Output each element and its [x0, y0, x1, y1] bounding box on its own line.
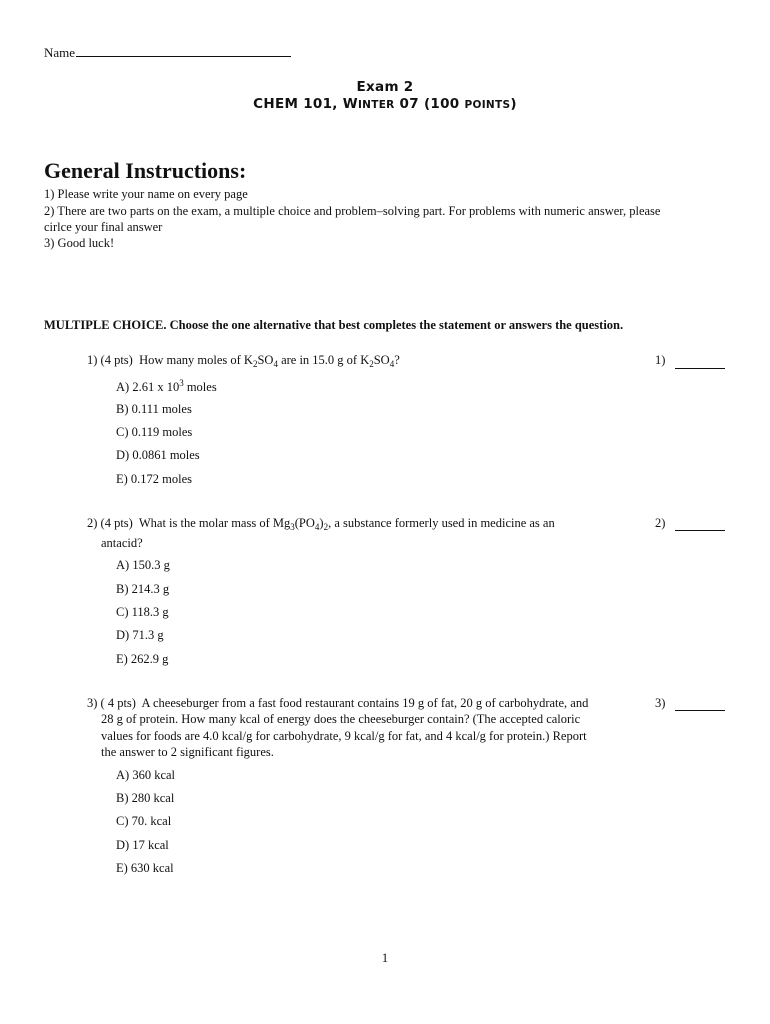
choice-1a[interactable]: A) 2.61 x $10^3$ moles	[116, 378, 217, 394]
exam-title-line1: Exam 2	[356, 79, 414, 95]
choice-3d[interactable]: D) 17 kcal	[116, 838, 169, 852]
answer-label-2: 2)	[655, 516, 666, 530]
name-label: Name	[44, 45, 76, 60]
question-2-text-line2: antacid?	[101, 536, 143, 550]
choice-1e[interactable]: E) 0.172 moles	[116, 472, 193, 486]
question-1-text: 1) (4 pts) How many moles of $K_2SO_4$ are in 15.0 g of $K_2SO_4$?	[87, 353, 400, 369]
question-3-text-line: values for foods are 4.0 kcal/g for carbohydrate, 9 kcal/g for fat, and 4 kcal/g for protein.) Report	[101, 729, 587, 743]
multiple-choice-heading: MULTIPLE CHOICE. Choose the one alternative that best completes the statement or answers the question.	[44, 318, 624, 332]
instruction-line: 2) There are two parts on the exam, a multiple choice and problem–solving part. For problems with numeric answer, please	[44, 204, 661, 218]
answer-blank-3[interactable]	[675, 710, 725, 711]
instruction-line: 1) Please write your name on every page	[44, 187, 248, 201]
question-3-text-line: 28 g of protein. How many kcal of energy does the cheeseburger contain? (The accepted caloric	[101, 712, 581, 726]
exam-title-line2: CHEM 101, WINTER 07 (100 POINTS)	[253, 96, 517, 112]
instruction-line: 3) Good luck!	[44, 236, 115, 250]
choice-3c[interactable]: C) 70. kcal	[116, 814, 172, 828]
choice-3b[interactable]: B) 280 kcal	[116, 791, 175, 805]
choice-2c[interactable]: C) 118.3 g	[116, 605, 169, 619]
choice-2d[interactable]: D) 71.3 g	[116, 628, 164, 642]
answer-label-3: 3)	[655, 696, 666, 710]
choice-2e[interactable]: E) 262.9 g	[116, 652, 169, 666]
question-3-text-line: the answer to 2 significant figures.	[101, 745, 274, 759]
answer-label-1: 1)	[655, 353, 666, 367]
choice-1c[interactable]: C) 0.119 moles	[116, 425, 193, 439]
choice-1d[interactable]: D) 0.0861 moles	[116, 448, 200, 462]
choice-2a[interactable]: A) 150.3 g	[116, 558, 170, 572]
instruction-line: cirlce your final answer	[44, 220, 163, 234]
question-2-text: 2) (4 pts) What is the molar mass of $Mg_3(PO_4)_2$, a substance formerly used in medicine as an	[87, 516, 555, 532]
answer-blank-1[interactable]	[675, 368, 725, 369]
choice-1b[interactable]: B) 0.111 moles	[116, 402, 192, 416]
name-blank-line[interactable]	[76, 44, 291, 57]
page-number: 1	[381, 951, 389, 965]
choice-3e[interactable]: E) 630 kcal	[116, 861, 174, 875]
question-3-text: 3) ( 4 pts) A cheeseburger from a fast food restaurant contains 19 g of fat, 20 g of carbohydrate, and	[87, 696, 589, 710]
answer-blank-2[interactable]	[675, 530, 725, 531]
choice-3a[interactable]: A) 360 kcal	[116, 768, 176, 782]
name-field[interactable]	[44, 44, 291, 61]
choice-2b[interactable]: B) 214.3 g	[116, 582, 170, 596]
instructions-heading: General Instructions:	[44, 158, 247, 183]
